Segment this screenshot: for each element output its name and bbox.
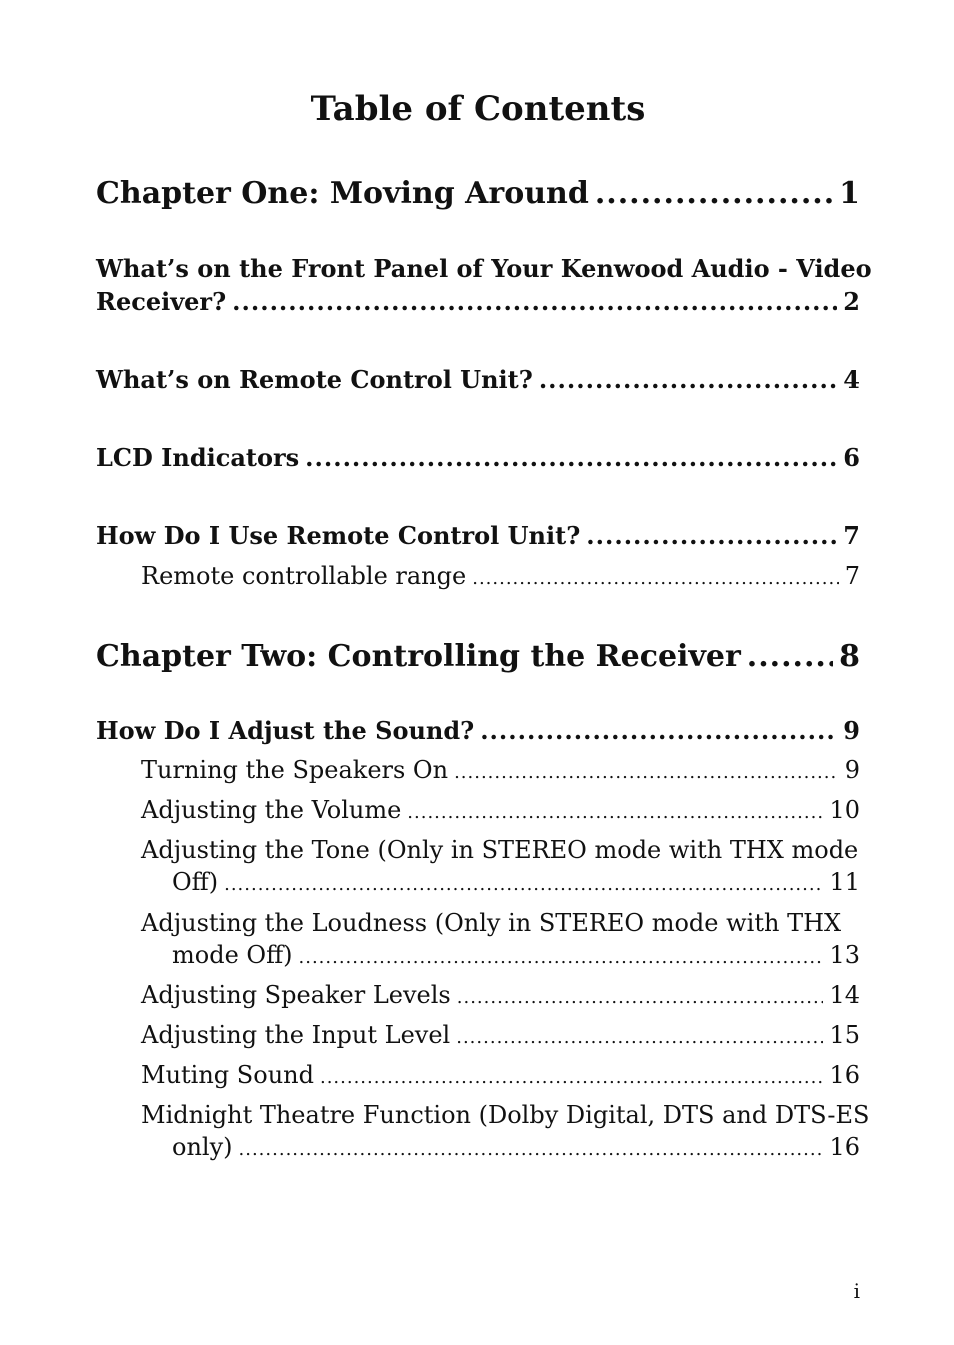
toc-sub-speakers-on[interactable] bbox=[141, 754, 860, 789]
toc-section-remote-control[interactable] bbox=[96, 363, 860, 396]
toc-page-ref: 8 bbox=[839, 639, 860, 674]
toc-page bbox=[96, 0, 872, 1345]
toc-leader-dots bbox=[299, 942, 824, 974]
toc-sub-input-level[interactable] bbox=[141, 1019, 860, 1054]
toc-sub-speaker-levels[interactable] bbox=[141, 979, 860, 1014]
toc-section-use-remote[interactable] bbox=[96, 519, 860, 552]
toc-section-lcd-indicators[interactable] bbox=[96, 441, 860, 474]
toc-section-label: What’s on Remote Control Unit? bbox=[96, 365, 533, 394]
toc-page-ref: 15 bbox=[829, 1021, 860, 1049]
toc-sub-label-line2: only) bbox=[172, 1133, 233, 1161]
toc-leader-dots bbox=[472, 563, 839, 595]
toc-chapter-label: Chapter Two: Controlling the Receiver bbox=[96, 639, 741, 674]
toc-page-ref: 13 bbox=[829, 941, 860, 969]
toc-sub-label-line1: Adjusting the Tone (Only in STEREO mode with THX mode bbox=[141, 836, 859, 864]
toc-section-front-panel[interactable] bbox=[96, 252, 872, 318]
toc-sub-remote-range[interactable] bbox=[141, 560, 860, 595]
toc-section-label: LCD Indicators bbox=[96, 443, 300, 472]
toc-page-ref: 2 bbox=[843, 287, 860, 316]
toc-page-ref: 11 bbox=[829, 868, 860, 896]
toc-leader-dots bbox=[454, 757, 839, 789]
toc-section-label-line2: Receiver? bbox=[96, 287, 227, 316]
toc-leader-dots bbox=[224, 869, 823, 901]
toc-leader-dots bbox=[305, 441, 837, 474]
toc-leader-dots bbox=[232, 285, 837, 318]
toc-page-ref: 10 bbox=[829, 796, 860, 824]
toc-sub-label-line2: Off) bbox=[172, 868, 219, 896]
toc-section-label: How Do I Use Remote Control Unit? bbox=[96, 521, 581, 550]
toc-sub-label-line2: mode Off) bbox=[172, 941, 293, 969]
toc-chapter-one[interactable] bbox=[96, 174, 860, 214]
toc-sub-volume[interactable] bbox=[141, 794, 860, 829]
toc-page-ref: 16 bbox=[829, 1133, 860, 1161]
toc-page-ref: 4 bbox=[843, 365, 860, 394]
toc-leader-dots bbox=[539, 363, 837, 396]
toc-sub-muting[interactable] bbox=[141, 1059, 860, 1094]
toc-leader-dots bbox=[407, 797, 823, 829]
toc-leader-dots bbox=[747, 637, 833, 677]
toc-page-ref: 6 bbox=[843, 443, 860, 472]
toc-leader-dots bbox=[457, 982, 824, 1014]
toc-sub-tone[interactable] bbox=[141, 834, 860, 901]
toc-section-label-line1: What’s on the Front Panel of Your Kenwood Audio - Video bbox=[96, 254, 872, 283]
toc-sub-midnight-theatre[interactable] bbox=[141, 1099, 870, 1166]
toc-sub-label: Remote controllable range bbox=[141, 562, 467, 590]
toc-page-ref: 9 bbox=[843, 716, 860, 745]
toc-sub-label: Muting Sound bbox=[141, 1061, 314, 1089]
page-title: Table of Contents bbox=[310, 89, 646, 129]
toc-leader-dots bbox=[456, 1022, 823, 1054]
toc-chapter-label: Chapter One: Moving Around bbox=[96, 176, 589, 211]
page-number: i bbox=[853, 1279, 860, 1303]
toc-sub-label: Adjusting Speaker Levels bbox=[141, 981, 451, 1009]
toc-leader-dots bbox=[595, 174, 833, 214]
toc-sub-label: Adjusting the Input Level bbox=[141, 1021, 451, 1049]
toc-sub-label-line1: Midnight Theatre Function (Dolby Digital, DTS and DTS-ES bbox=[141, 1101, 870, 1129]
toc-page-ref: 1 bbox=[839, 176, 860, 211]
toc-page-ref: 16 bbox=[829, 1061, 860, 1089]
toc-sub-label-line1: Adjusting the Loudness (Only in STEREO mode with THX bbox=[141, 909, 842, 937]
toc-sub-label: Turning the Speakers On bbox=[141, 756, 449, 784]
toc-leader-dots bbox=[239, 1134, 824, 1166]
toc-chapter-two[interactable] bbox=[96, 637, 860, 677]
toc-leader-dots bbox=[586, 519, 837, 552]
toc-leader-dots bbox=[320, 1062, 823, 1094]
toc-section-label: How Do I Adjust the Sound? bbox=[96, 716, 475, 745]
toc-page-ref: 14 bbox=[829, 981, 860, 1009]
toc-page-ref: 9 bbox=[844, 756, 860, 784]
toc-leader-dots bbox=[480, 714, 837, 747]
toc-sub-loudness[interactable] bbox=[141, 907, 860, 974]
toc-section-adjust-sound[interactable] bbox=[96, 714, 860, 747]
toc-sub-label: Adjusting the Volume bbox=[141, 796, 402, 824]
toc-page-ref: 7 bbox=[844, 562, 860, 590]
toc-page-ref: 7 bbox=[843, 521, 860, 550]
